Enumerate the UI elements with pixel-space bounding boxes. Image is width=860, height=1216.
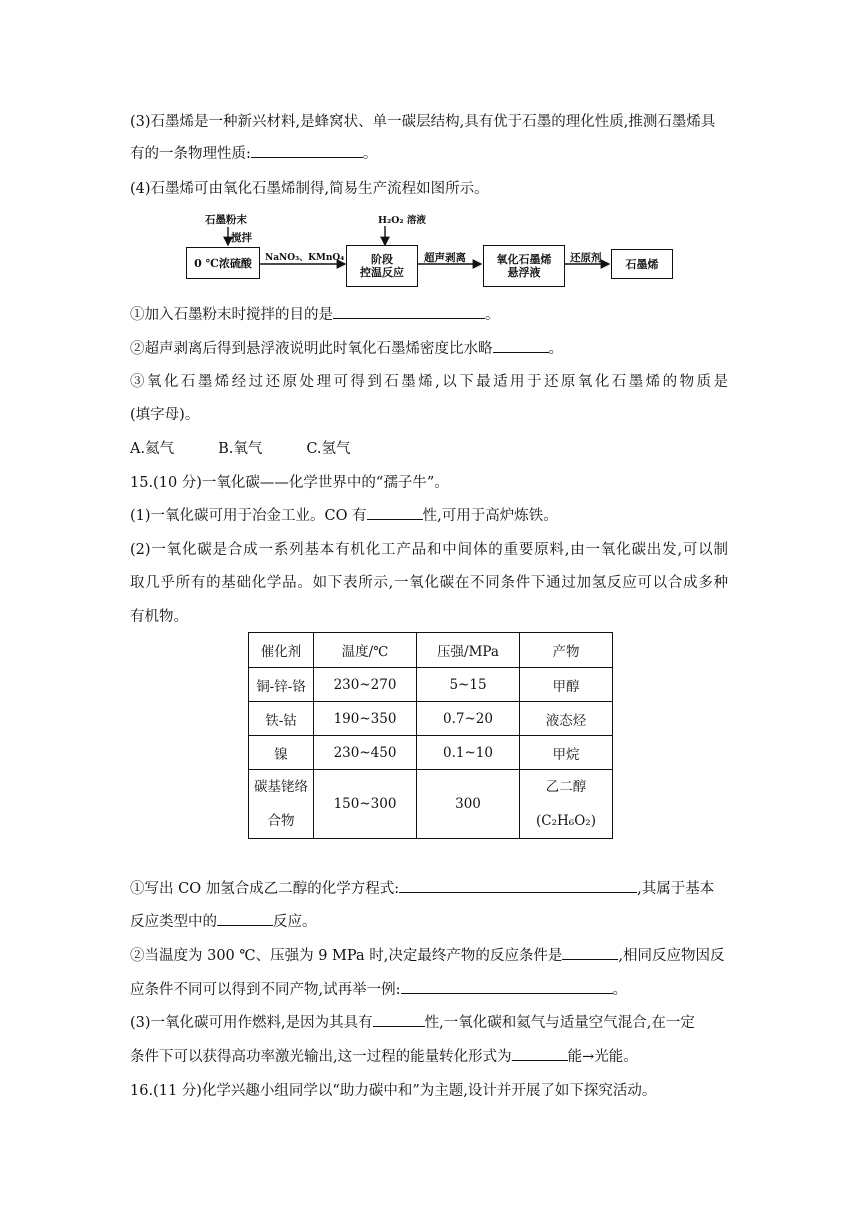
table-header-row — [249, 633, 613, 668]
q3-line1: (3)石墨烯是一种新兴材料,是蜂窝状、单一碳层结构,具有优于石墨的理化性质,推测石墨烯具 — [130, 114, 716, 130]
answer-blank[interactable] — [562, 945, 618, 960]
answer-blank[interactable] — [493, 338, 549, 353]
answer-blank[interactable] — [401, 979, 613, 994]
q4-title: (4)石墨烯可由氧化石墨烯制得,简易生产流程如图所示。 — [130, 181, 489, 197]
q15-part2-line3: 有机物。 — [130, 609, 188, 625]
q15-part2-line1: (2)一氧化碳是合成一系列基本有机化工产品和中间体的重要原料,由一氧化碳出发,可以制 — [130, 542, 728, 558]
q15-item-b-text: ②当温度为 300 ℃、压强为 9 MPa 时,决定最终产物的反应条件是 — [130, 948, 563, 964]
flow-box-sulfuric-acid: 0 ℃浓硫酸 — [186, 247, 260, 279]
q15-item-c2-text: 条件下可以获得高功率激光输出,这一过程的能量转化形式为 — [130, 1049, 512, 1065]
cell-line: (C₂H₆O₂) — [536, 813, 596, 829]
q15-item-a-end: ,其属于基本 — [637, 881, 715, 897]
cell-line: 合物 — [267, 813, 295, 829]
answer-blank[interactable] — [373, 1012, 425, 1027]
flow-arrow-label-ultrasonic: 超声剥离 — [424, 252, 466, 264]
q4-item1-end: 。 — [485, 307, 500, 323]
table-cell: 5~15 — [417, 668, 520, 702]
table-cell: 300 — [417, 770, 520, 839]
answer-blank[interactable] — [333, 304, 485, 319]
table-row — [249, 668, 613, 702]
q15-item-c-text: (3)一氧化碳可用作燃料,是因为其具有 — [130, 1015, 373, 1031]
flow-stir-label: 搅拌 — [231, 232, 252, 244]
table-cell — [249, 770, 314, 839]
q15-part1 — [130, 505, 558, 527]
option-c: C.氢气 — [306, 441, 351, 457]
q15-item-b-line2 — [130, 979, 627, 1001]
q15-item-c2-end: 能→光能。 — [567, 1049, 638, 1065]
q15-part1-text: (1)一氧化碳可用于冶金工业。CO 有 — [130, 508, 367, 524]
q15-item-b2-text: 应条件不同可以得到不同产物,试再举一例: — [130, 982, 401, 998]
q4-item1-text: ①加入石墨粉末时搅拌的目的是 — [130, 307, 333, 323]
q3-cont: 有的一条物理性质: — [130, 146, 251, 162]
q4-item3-cont: (填字母)。 — [130, 407, 200, 423]
table-header: 产物 — [520, 633, 613, 668]
q15-title: 15.(10 分)一氧化碳——化学世界中的“孺子牛”。 — [130, 475, 449, 491]
table-cell: 铁-钴 — [249, 702, 314, 736]
q15-item-b-line1 — [130, 945, 724, 967]
q15-item-a2-end: 反应。 — [273, 914, 317, 930]
flow-box-suspension — [483, 245, 565, 287]
q4-item2-text: ②超声剥离后得到悬浮液说明此时氧化石墨烯密度比水略 — [130, 341, 493, 357]
table-header: 温度/℃ — [314, 633, 417, 668]
flow-input-graphite: 石墨粉末 — [205, 214, 247, 226]
table-cell: 液态烃 — [520, 702, 613, 736]
q4-item2-end: 。 — [548, 341, 563, 357]
table-cell: 铜-锌-铬 — [249, 668, 314, 702]
table-row — [249, 736, 613, 770]
q4-item3: ③氧化石墨烯经过还原处理可得到石墨烯,以下最适用于还原氧化石墨烯的物质是 — [130, 374, 728, 390]
flow-box-reaction-line2: 控温反应 — [360, 266, 404, 279]
table-cell: 230~270 — [314, 668, 417, 702]
table-cell: 0.7~20 — [417, 702, 520, 736]
catalyst-table — [248, 632, 613, 839]
flow-input-h2o2: H₂O₂ 溶液 — [378, 215, 426, 226]
table-cell: 230~450 — [314, 736, 417, 770]
table-cell: 190~350 — [314, 702, 417, 736]
flow-box-suspension-line2: 悬浮液 — [507, 266, 541, 279]
answer-blank[interactable] — [217, 911, 273, 926]
q4-item2 — [130, 338, 563, 360]
table-cell: 甲醇 — [520, 668, 613, 702]
q15-item-c-line2 — [130, 1046, 638, 1068]
answer-blank[interactable] — [399, 878, 637, 893]
flow-arrow-label-reductant: 还原剂 — [570, 252, 602, 264]
table-row — [249, 702, 613, 736]
flow-box-reaction — [346, 245, 418, 287]
q15-item-b-end: ,相同反应物因反 — [618, 948, 725, 964]
table-cell: 镍 — [249, 736, 314, 770]
flow-box-graphene: 石墨烯 — [611, 249, 673, 279]
q4-item1 — [130, 304, 500, 326]
q3-end: 。 — [362, 146, 378, 162]
table-cell: 150~300 — [314, 770, 417, 839]
q15-part2-line2: 取几乎所有的基础化学品。如下表所示,一氧化碳在不同条件下通过加氢反应可以合成多种 — [130, 575, 728, 591]
q15-item-a-line1 — [130, 878, 714, 900]
answer-blank[interactable] — [512, 1046, 568, 1061]
table-cell: 甲烷 — [520, 736, 613, 770]
option-a: A.氦气 — [130, 441, 175, 457]
q15-item-a2-text: 反应类型中的 — [130, 914, 217, 930]
q16-title: 16.(11 分)化学兴趣小组同学以“助力碳中和”为主题,设计并开展了如下探究活动。 — [130, 1083, 657, 1099]
q15-part1-end: 性,可用于高炉炼铁。 — [422, 508, 558, 524]
cell-line: 乙二醇 — [545, 779, 587, 795]
table-row — [249, 770, 613, 839]
flow-box-reaction-line1: 阶段 — [371, 253, 393, 266]
table-header: 催化剂 — [249, 633, 314, 668]
q15-item-a-line2 — [130, 911, 317, 933]
q15-item-b2-end: 。 — [612, 982, 627, 998]
flow-box-suspension-line1: 氧化石墨烯 — [496, 253, 552, 266]
cell-line: 碳基铑络 — [254, 779, 308, 795]
answer-blank[interactable] — [367, 505, 423, 520]
flow-arrow-label-reagents: NaNO₃、KMnO₄ — [265, 253, 345, 263]
option-b: B.氧气 — [218, 441, 263, 457]
table-cell — [520, 770, 613, 839]
q15-item-c-line1 — [130, 1012, 695, 1034]
q15-item-c-mid: 性,一氧化碳和氦气与适量空气混合,在一定 — [424, 1015, 695, 1031]
q4-options — [130, 438, 351, 460]
table-header: 压强/MPa — [417, 633, 520, 668]
q15-item-a-text: ①写出 CO 加氢合成乙二醇的化学方程式: — [130, 881, 400, 897]
table-cell: 0.1~10 — [417, 736, 520, 770]
